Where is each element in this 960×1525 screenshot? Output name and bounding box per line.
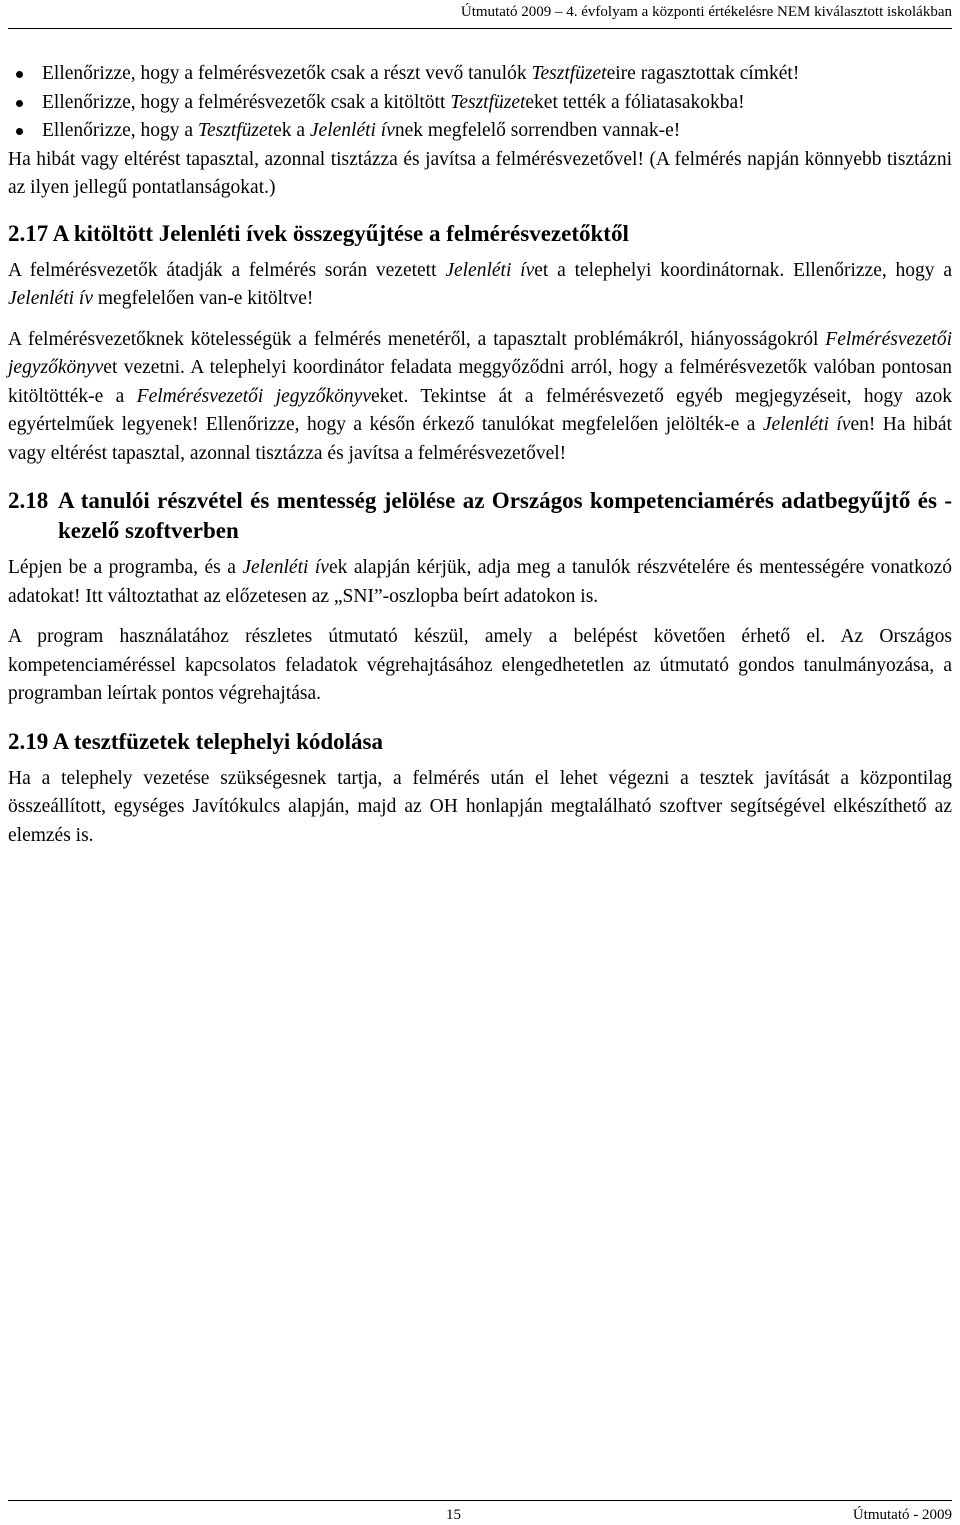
text-run: eket tették a fóliatasakokba! xyxy=(525,91,745,113)
header-title: Útmutató 2009 – 4. évfolyam a központi értékelésre NEM kiválasztott iskolákban xyxy=(460,4,952,20)
footer-rule xyxy=(8,1500,952,1501)
paragraph: A program használatához részletes útmutató készül, amely a belépést követően érhető el. Az Országos kompetenciaméréssel kapcsolatos feladatok végrehajtásához elengedhetetlen az útmutató gondos tanulmányozása, a programban leírtak pontos végrehajtása. xyxy=(8,626,952,704)
italic-run: Tesztfüzet xyxy=(531,63,607,84)
text-run: Ellenőrizze, hogy a xyxy=(42,120,198,141)
page-header xyxy=(8,0,952,29)
list-item xyxy=(8,89,952,118)
bullet-icon xyxy=(16,100,23,107)
italic-run: Felmérésvezetői jegyzőkönyv xyxy=(136,385,371,407)
list-item xyxy=(8,117,952,146)
footer-title: Útmutató - 2009 xyxy=(852,1507,952,1523)
text-run: ek alapján kérjük, adja meg a tanulók részvételére és mentességére vonatkozó adatokat! Itt változtathat az előzetesen az „SNI”-oszlopba beírt adatokon is. xyxy=(8,557,952,607)
text-run: en! Ha hibát vagy eltérést tapasztal, azonnal tisztázza és javítsa a felmérésvezetővel! xyxy=(8,414,952,464)
bullet-icon xyxy=(16,71,23,78)
text-run: A felmérésvezetők átadják a felmérés során vezetett xyxy=(8,259,446,281)
section-heading-2-18 xyxy=(8,486,952,546)
text-run: eket. Tekintse át a felmérésvezető egyéb megjegyzéseit, hogy azok egyértelműek legyenek! Ellenőrizze, hogy a későn érkező tanulókat megfelelően jelölték-e a xyxy=(8,385,953,435)
section-title: A kitöltött Jelenléti ívek összegyűjtése a felmérésvezetőktől xyxy=(52,220,629,246)
list-item xyxy=(8,60,952,89)
section-title: A tanulói részvétel és mentesség jelölése az Országos kompetenciamérés adatbegyűjtő és -kezelő szoftverben xyxy=(58,488,952,543)
italic-run: Felmérésvezetői jegyzőkönyv xyxy=(8,328,952,378)
paragraph xyxy=(8,257,952,314)
paragraph xyxy=(8,326,952,469)
page-content xyxy=(8,60,952,850)
italic-run: Jelenléti ív xyxy=(8,288,93,309)
text-run: Ellenőrizze, hogy a felmérésvezetők csak a kitöltött xyxy=(42,91,451,113)
section-number: 2.17 xyxy=(8,220,49,246)
page-number: 15 xyxy=(446,1507,461,1523)
text-run: Lépjen be a programba, és a xyxy=(8,557,243,578)
bullet-icon xyxy=(16,128,23,135)
text-run: A felmérésvezetőknek kötelességük a felmérés menetéről, a tapasztalt problémákról, hiányosságokról xyxy=(8,328,826,350)
section-heading-2-19 xyxy=(8,727,952,757)
text-run: Ellenőrizze, hogy a felmérésvezetők csak a részt vevő tanulók xyxy=(42,63,532,84)
checklist xyxy=(8,60,952,146)
text-run: nek megfelelő sorrendben vannak-e! xyxy=(394,120,681,141)
paragraph xyxy=(8,554,952,611)
paragraph: Ha a telephely vezetése szükségesnek tartja, a felmérés után el lehet végezni a tesztek javítását a központilag összeállított, egységes Javítókulcs alapján, majd az OH honlapján megtalálható szoftver segítségével elkészíthető az elemzés is. xyxy=(8,767,952,846)
text-run: ek a xyxy=(273,120,310,141)
paragraph: Ha hibát vagy eltérést tapasztal, azonnal tisztázza és javítsa a felmérésvezetővel! (A felmérés napján könnyebb tisztázni az ilyen jellegű pontatlanságokat.) xyxy=(8,148,952,198)
section-number: 2.18 xyxy=(8,488,49,513)
italic-run: Jelenléti ív xyxy=(445,259,535,281)
section-heading-2-17 xyxy=(8,219,952,249)
italic-run: Jelenléti ív xyxy=(762,414,851,435)
italic-run: Tesztfüzet xyxy=(197,120,274,141)
text-run: eire ragasztottak címkét! xyxy=(606,63,800,84)
italic-run: Jelenléti ív xyxy=(309,120,395,141)
section-number: 2.19 xyxy=(8,728,49,754)
text-run: et vezetni. A telephelyi koordinátor feladata meggyőződni arról, hogy a felmérésvezetők valóban pontosan kitöltötték-e a xyxy=(8,357,952,407)
section-title: A tesztfüzetek telephelyi kódolása xyxy=(52,728,383,754)
text-run: megfelelően van-e kitöltve! xyxy=(93,288,314,309)
italic-run: Jelenléti ív xyxy=(242,557,329,578)
italic-run: Tesztfüzet xyxy=(450,91,526,113)
text-run: et a telephelyi koordinátornak. Ellenőrizze, hogy a xyxy=(534,259,952,281)
